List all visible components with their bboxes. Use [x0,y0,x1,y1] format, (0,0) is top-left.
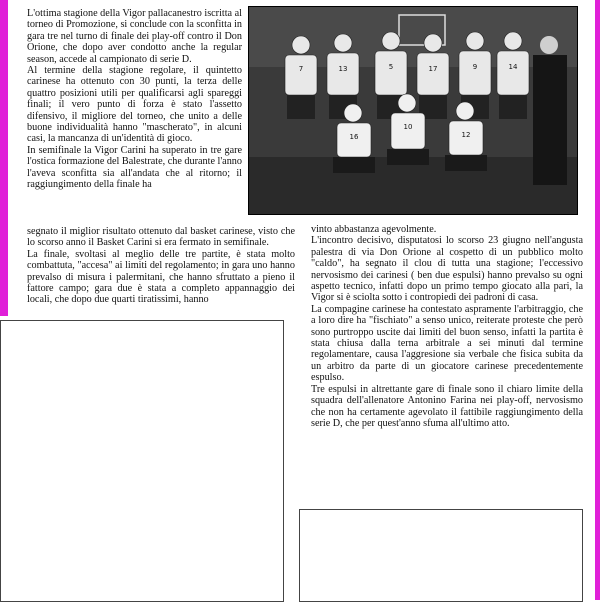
jersey-number: 13 [338,65,348,73]
jersey-number: 14 [508,63,518,71]
empty-frame-right [299,509,583,602]
paragraph: La compagine carinese ha contestato aspramente l'arbitraggio, che a loro dire ha "fischiato" a senso unico, reiterate proteste che però sono purtroppo uscite dai limiti del buon senso, infatti la partita è stata chiusa dalla terna arbitrale a sei minuti dal termine regolamentare, causa l'aggresione sia verbale che fisica subita da un arbitro da parte di un giocatore carinese precedentemente espulso. [311,303,583,384]
jersey-number: 12 [461,131,471,139]
paragraph: L'ottima stagione della Vigor pallacanestro iscritta al torneo di Promozione, si conclude con la sconfitta in gara tre nel turno di finale dei play-off contro il Don Orione, che dopo aver condotto anche la regular season, accede al campionato di serie D. [27,8,242,65]
magenta-side-bar-left [0,0,8,316]
paragraph: Tre espulsi in altrettante gare di finale sono il chiaro limite della squadra dell'allenatore Antonino Farina nei play-off, nervosismo che non ha certamente agevolato il fattibile raggiungimento della serie D, che per quest'anno sfuma all'ultimo atto. [311,383,583,429]
jersey-number: 5 [388,63,394,71]
jersey-number: 9 [472,63,478,71]
paragraph: Al termine della stagione regolare, il quintetto carinese ha ottenuto con 30 punti, la terza delle quattro posizioni utili per qualificarsi agli spareggi finali; il vero punto di forza è stato l'assetto difensivo, il migliore del torneo, che unito a delle buone individualità hanno "mascherato", in alcuni casi, la mancanza di un'identità di gioco. [27,65,242,145]
article-column-top-left [27,8,242,191]
paragraph: La finale, svoltasi al meglio delle tre partite, è stata molto combattuta, "accesa" ai limiti del regolamento; in gara uno hanno prevalso di misura i palermitani, che hanno sfruttato a pieno il fattore campo; gara due è stata a completo appannaggio dei locali, che dopo due quarti tiratissimi, hanno [27,248,295,306]
team-photo [248,6,578,215]
jersey-number: 17 [428,65,438,73]
paragraph: In semifinale la Vigor Carini ha superato in tre gare l'ostica formazione del Balestrate, che durante l'anno l'aveva sconfitta sia all'andata che al ritorno; il raggiungimento della finale ha [27,144,242,191]
team-photo-icon [249,7,577,214]
jersey-number: 7 [298,65,304,73]
article-column-bottom-left [27,226,295,306]
article-column-right [311,224,583,429]
magenta-side-bar-right [595,0,600,600]
empty-frame-left [0,320,284,602]
jersey-number: 10 [403,123,413,131]
jersey-number: 16 [349,133,359,141]
paragraph: vinto abbastanza agevolmente. [311,224,437,235]
paragraph: L'incontro decisivo, disputatosi lo scorso 23 giugno nell'angusta palestra di via Don Orione al cospetto di un pubblico molto "caldo", ha segnato il clou di tutta una stagione; l'eccessivo nervosismo dei carinesi ( ben due espulsi) hanno prevalso su ogni aspetto tecnico, infatti dopo un primo tempo giocato alla pari, la Vigor si è sciolta sotto i contropiedi dei padroni di casa. [311,235,583,304]
paragraph: segnato il miglior risultato ottenuto dal basket carinese, visto che lo scorso anno il Basket Carini si era fermato in semifinale. [27,226,295,249]
